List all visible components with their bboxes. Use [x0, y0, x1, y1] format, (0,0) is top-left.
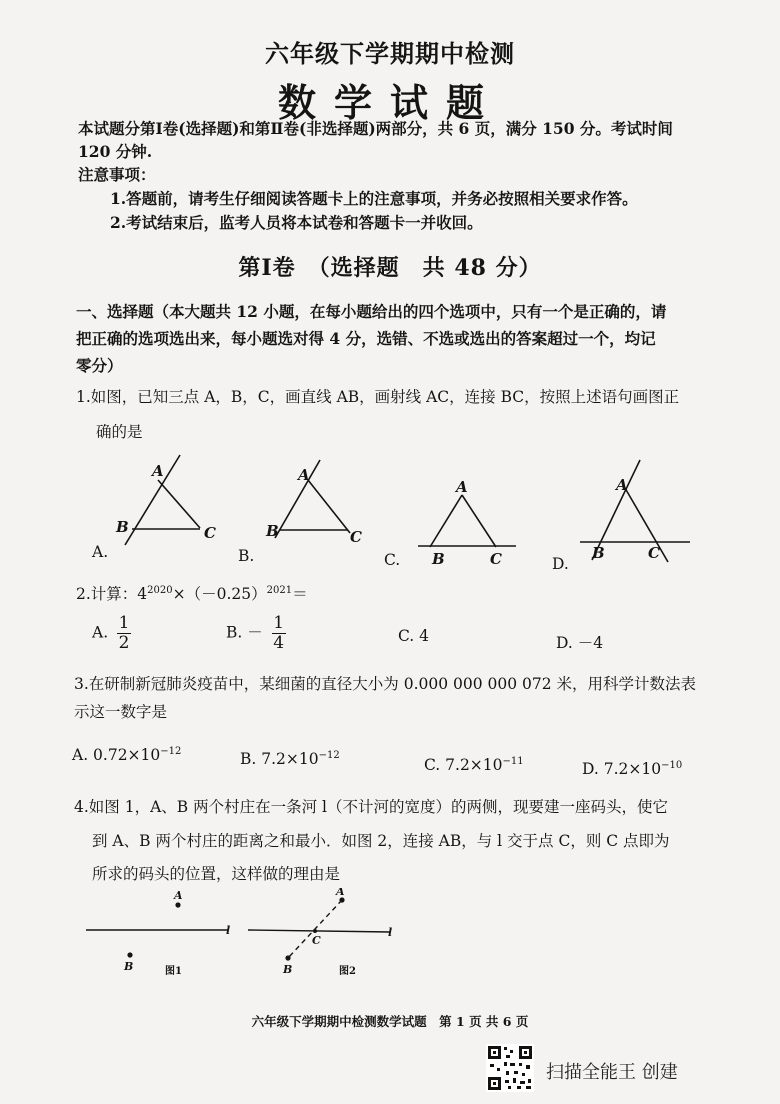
instructions-line-2: 把正确的选项选出来，每小题选对得 4 分，选错、不选或选出的答案超过一个，均记	[76, 329, 656, 348]
instructions-line-3: 零分）	[76, 356, 123, 375]
fig2-label-a: A	[336, 888, 345, 898]
fig1-label-l: l	[226, 924, 231, 937]
q2-middle: ×（－0.25）	[172, 585, 267, 603]
notice-label: 注意事项：	[78, 165, 156, 184]
exam-title: 数学试题	[277, 80, 502, 125]
q1-option-a: A.	[92, 543, 109, 561]
fig2-label-l: l	[388, 926, 393, 939]
fig2-river-line	[248, 930, 390, 932]
q3-option-d-base: D. 7.2×10	[582, 760, 662, 779]
fig2-point-a	[339, 897, 344, 902]
q3-option-a-exp: −12	[160, 746, 182, 757]
fig2-caption: 图2	[339, 966, 356, 977]
q1-d-label-c: C	[648, 544, 660, 562]
scanner-watermark: 扫描全能王 创建	[546, 1062, 678, 1083]
q3-option-a	[72, 746, 181, 764]
page-footer: 六年级下学期期中检测数学试题 第 1 页 共 6 页	[251, 1014, 529, 1029]
fig1-label-b: B	[124, 960, 134, 973]
q3-option-c-base: C. 7.2×10	[424, 756, 503, 775]
q4-text-line-3: 所求的码头的位置，这样做的理由是	[92, 865, 341, 883]
q2-option-b-numerator: 1	[273, 613, 285, 633]
q3-option-c-exp: −11	[502, 756, 524, 767]
q1-d-label-a: A	[616, 476, 628, 494]
q1-b-label-a: A	[298, 466, 310, 484]
q1-d-ray-ac	[625, 488, 668, 562]
q2-option-b-sign: －	[247, 623, 263, 642]
q3-option-b	[240, 750, 340, 768]
q1-c-ab	[430, 495, 462, 547]
fig1-caption: 图1	[165, 966, 182, 977]
q4-text-line-1: 4.如图 1，A、B 两个村庄在一条河 l（不计河的宽度）的两侧，现要建一座码头，使它	[74, 798, 668, 816]
q2-prefix: 2.计算：4	[76, 585, 148, 603]
q2-option-b-fraction	[272, 614, 286, 653]
q2-option-a-denominator: 2	[118, 633, 130, 653]
q1-b-label-b: B	[266, 522, 279, 540]
q1-b-label-c: C	[350, 528, 362, 546]
q1-a-label-b: B	[116, 518, 129, 536]
q1-c-label-a: A	[456, 478, 468, 496]
q1-option-c: C.	[384, 551, 401, 569]
fig2-point-b	[285, 955, 290, 960]
q2-exponent-1: 2020	[147, 584, 173, 596]
intro-line-1: 本试题分第Ⅰ卷(选择题)和第Ⅱ卷(非选择题)两部分，共 6 页，满分 150 分。考试时间	[78, 119, 673, 138]
q2-option-a-fraction	[117, 614, 131, 653]
q3-option-b-base: B. 7.2×10	[240, 750, 319, 769]
q1-a-label-c: C	[204, 524, 216, 542]
q4-text-line-2: 到 A、B 两个村庄的距离之和最小．如图 2，连接 AB，与 l 交于点 C，则 C 点即为	[92, 832, 670, 850]
q4-figures	[80, 888, 410, 988]
q1-a-ray-ac	[158, 480, 200, 528]
q2-text	[76, 582, 308, 604]
q1-option-b: B.	[238, 547, 255, 565]
q2-option-a-label: A.	[92, 623, 109, 642]
fig1-label-a: A	[174, 889, 183, 902]
exam-subtitle: 六年级下学期期中检测	[265, 39, 515, 68]
q2-option-b-denominator: 4	[273, 633, 285, 653]
fig2-label-c: C	[312, 934, 321, 947]
q1-text-line-1: 1.如图，已知三点 A，B，C，画直线 AB，画射线 AC，连接 BC，按照上述语句画图正	[76, 388, 680, 406]
instructions-line-1: 一、选择题（本大题共 12 小题，在每小题给出的四个选项中，只有一个是正确的，请	[76, 302, 667, 321]
note-1: 1.答题前，请考生仔细阅读答题卡上的注意事项，并务必按照相关要求作答。	[110, 189, 638, 208]
q1-text-line-2: 确的是	[96, 423, 143, 441]
q3-option-b-exp: −12	[318, 750, 340, 761]
exam-intro	[78, 117, 728, 186]
q3-option-d	[582, 760, 682, 778]
qr-code-icon	[486, 1044, 534, 1092]
q3-option-d-exp: −10	[661, 760, 683, 771]
q2-option-c: C. 4	[398, 627, 430, 645]
q1-d-label-b: B	[592, 544, 605, 562]
fig2-point-c	[313, 929, 317, 933]
q2-option-b-label: B.	[226, 623, 243, 642]
q1-a-label-a: A	[152, 462, 164, 480]
q2-exponent-2: 2021	[266, 584, 293, 596]
q2-suffix: ＝	[292, 585, 308, 603]
q3-option-c	[424, 756, 524, 774]
q2-option-a	[92, 614, 131, 653]
section-title: 第Ⅰ卷 （选择题 共 48 分）	[238, 255, 542, 281]
q2-option-b	[226, 614, 286, 653]
q3-text-line-1: 3.在研制新冠肺炎疫苗中，某细菌的直径大小为 0.000 000 000 072 米，用科学计数法表	[74, 675, 697, 693]
q3-text-line-2: 示这一数字是	[74, 703, 168, 721]
q1-option-d: D.	[552, 555, 569, 573]
q3-option-a-base: A. 0.72×10	[72, 746, 161, 765]
q1-b-ray-ac	[308, 480, 350, 533]
note-2: 2.考试结束后，监考人员将本试卷和答题卡一并收回。	[110, 213, 483, 232]
fig1-point-b	[127, 952, 132, 957]
intro-line-2: 120 分钟.	[78, 142, 153, 161]
fig1-point-a	[175, 902, 180, 907]
section-instructions	[76, 298, 716, 379]
q1-c-label-b: B	[432, 550, 445, 568]
q2-option-d: D. －4	[556, 634, 604, 652]
q2-option-a-numerator: 1	[118, 613, 130, 633]
fig2-label-b: B	[283, 963, 293, 976]
q1-c-ac	[462, 495, 496, 547]
q1-c-label-c: C	[490, 550, 502, 568]
